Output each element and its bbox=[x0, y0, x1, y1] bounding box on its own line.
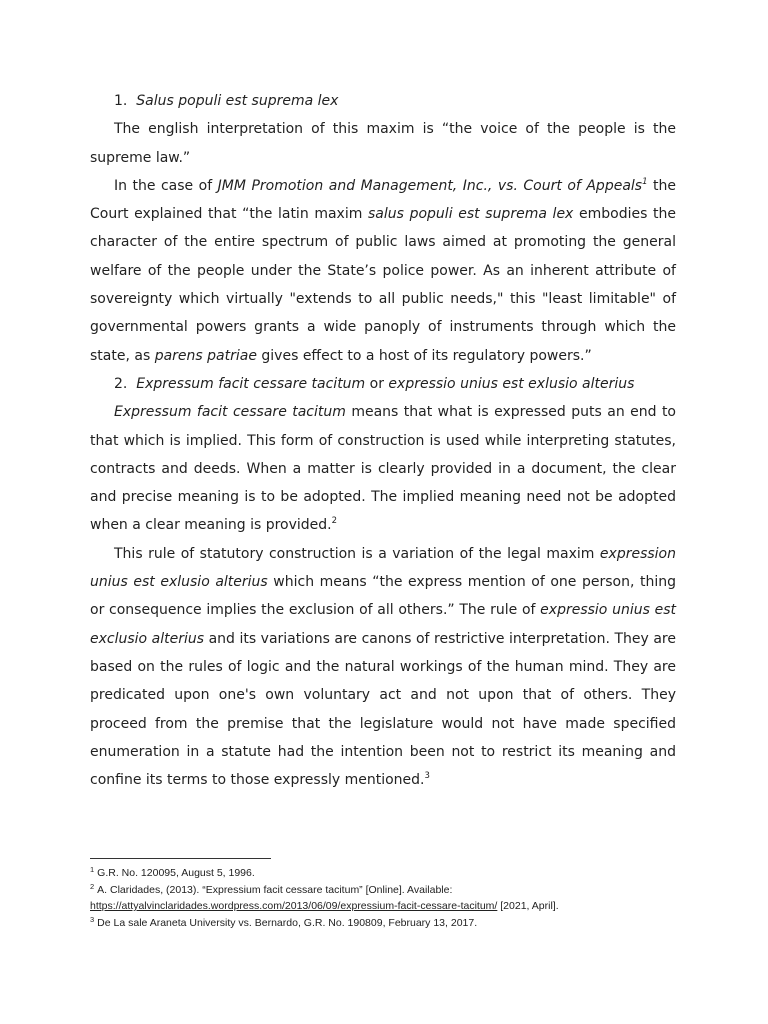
case-name: JMM Promotion and Management, Inc., vs. Court of Appeals bbox=[217, 177, 643, 194]
section-1-title: Salus populi est suprema lex bbox=[136, 93, 339, 109]
section-2-title-a: Expressum facit cessare tacitum bbox=[136, 375, 366, 392]
section-2-paragraph-1: Expressum facit cessare tacitum means that what is expressed puts an end to that which is implied. This form of construction is used while interpreting statutes, contracts and deeds. When a matter is clearly provided in a document, the clear and precise meaning is to be adopted. The implied meaning need not be adopted when a clear meaning is provided.$^2$ bbox=[90, 404, 677, 534]
footnote-2-link[interactable]: https://attyalvinclaridades.wordpress.com/2013/06/09/expressium-facit-cessare-tacitum/ bbox=[90, 900, 498, 912]
footnote-1 bbox=[90, 865, 690, 882]
parens-patriae-term: parens patriae bbox=[154, 347, 257, 364]
footnotes bbox=[90, 865, 690, 931]
expression-unius-term: expression unius est exlusio alterius bbox=[90, 545, 676, 591]
expressum-term: Expressum facit cessare tacitum bbox=[114, 404, 346, 421]
section-1-heading bbox=[90, 87, 676, 115]
section-1-number: 1. bbox=[114, 93, 128, 109]
body-text bbox=[90, 87, 676, 794]
section-2-title-or: or bbox=[365, 375, 389, 392]
section-2-title-b: expressio unius est exlusio alterius bbox=[388, 375, 635, 392]
section-1-paragraph-1: The english interpretation of this maxim is “the voice of the people is the supreme law.” bbox=[90, 121, 676, 166]
footnote-3-text: De La sale Araneta University vs. Bernardo, G.R. No. 190809, February 13, 2017. bbox=[97, 916, 478, 929]
footnote-2-access-date: [2021, April]. bbox=[497, 900, 559, 912]
footnote-1-number: 1 bbox=[90, 865, 95, 874]
footnote-3 bbox=[90, 915, 690, 932]
maxim-term: salus populi est suprema lex bbox=[368, 206, 574, 223]
footnote-1-text: G.R. No. 120095, August 5, 1996. bbox=[97, 867, 255, 879]
footnote-ref-1[interactable]: 1 bbox=[642, 176, 648, 187]
footnote-ref-2[interactable]: 2 bbox=[331, 516, 338, 527]
footnote-ref-3[interactable]: 3 bbox=[424, 771, 430, 782]
footnote-2-continued bbox=[90, 898, 690, 915]
footnote-separator bbox=[90, 858, 271, 859]
footnote-2-text: A. Claridades, (2013). “Expressium facit cessare tacitum” [Online]. Available: bbox=[97, 883, 453, 896]
section-2-heading bbox=[90, 370, 676, 398]
section-2-number: 2. bbox=[114, 375, 128, 392]
footnote-3-number: 3 bbox=[90, 914, 95, 924]
footnote-2-number: 2 bbox=[90, 881, 95, 891]
section-1-paragraph-2: In the case of JMM Promotion and Management, Inc., vs. Court of Appeals$^1$ the Court explained that “the latin maxim salus populi est suprema lex embodies the character of the entire spectrum of public laws aimed at promoting the general welfare of the people under the State’s police power. As an inherent attribute of sovereignty which virtually "extends to all public needs," this "least limitable" of governmental powers grants a wide panoply of instruments through which the state, as parens patriae gives effect to a host of its regulatory powers.” bbox=[90, 176, 676, 364]
section-2-paragraph-2: This rule of statutory construction is a variation of the legal maxim expression unius est exlusio alterius which means “the express mention of one person, thing or consequence implies the exclusion of all others.” The rule of expressio unius est exclusio alterius and its variations are canons of restrictive interpretation. They are based on the rules of logic and the natural workings of the human mind. They are predicated upon one's own voluntary act and not upon that of others. They proceed from the premise that the legislature would not have made specified enumeration in a statute had the intention been not to restrict its meaning and confine its terms to those expressly mentioned.$^3$ bbox=[90, 545, 677, 789]
footnote-2 bbox=[90, 882, 690, 899]
expressio-unius-term: expressio unius est exclusio alterius bbox=[90, 602, 676, 647]
